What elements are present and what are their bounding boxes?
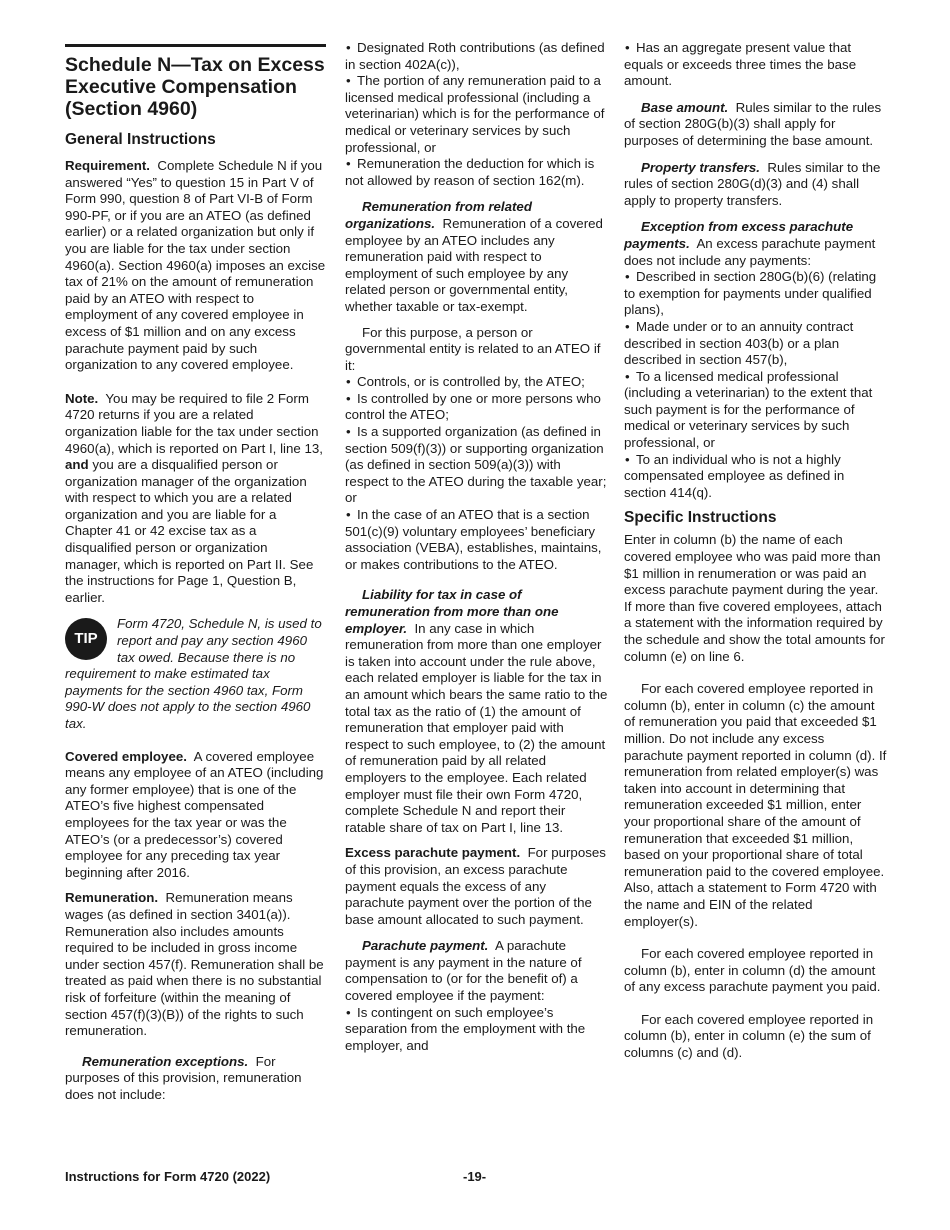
liability-paragraph: Liability for tax in case of remuneration from more than one employer. In any case in which remuneration from more than one employer is taken into account under the rule above, each related employer is liable for the tax in an amount which bears the same ratio to the total tax as the ratio of (1) the amount of remuneration that employer paid with respect to such employee, to (2) the amount of remuneration paid by all related employers to the employee. Each related employer must file their own Form 4720, complete Schedule N and report their ratable share of tax on Part I, line 13. bbox=[345, 587, 608, 835]
remuneration-paragraph: Remuneration. Remuneration means wages (as defined in section 3401(a)). Remuneration also includes amounts required to be included in gross income under section 457(f). Remuneration shall be treated as paid when there is no substantial risk of forfeiture (within the meaning of section 457(f)(3)(B)) of the rights to such remuneration. bbox=[65, 890, 324, 1039]
specific-paragraph-4: For each covered employee reported in column (b), enter in column (e) the sum of columns (c) and (d). bbox=[624, 1011, 874, 1061]
tip-text: Form 4720, Schedule N, is used to report and pay any section 4960 tax owed. Because there is no requirement to make estimated tax payments for the section 4960 tax, Form 990-W does not apply to the section 4960 tax. bbox=[65, 616, 322, 731]
footer-page-number: -19- bbox=[463, 1169, 487, 1184]
note-paragraph: Note. You may be required to file 2 Form 4720 returns if you are a related organization liable for the tax under section 4960(a), which is reported on Part I, line 13, and you are a disqualified person or organization manager of the organization with respect to which you are a related organization and you are liable for a Chapter 41 or 42 excise tax as a disqualified person or organization manager, which is reported on Part II. See the instructions for Page 1, Question B, earlier. bbox=[65, 390, 323, 605]
excess-parachute-paragraph: Excess parachute payment. For purposes of this provision, an excess parachute payment equals the excess of any parachute payment over the portion of the base amount allocated to such payment. bbox=[345, 845, 606, 927]
column-1 bbox=[65, 40, 326, 1103]
list-item: • Has an aggregate present value that equals or exceeds three times the base amount. bbox=[624, 40, 887, 90]
specific-paragraph-2: For each covered employee reported in column (b), enter in column (c) the amount of remuneration you paid that exceeded $1 million. Do not include any excess parachute payment reported in column (d). If remuneration from related employer(s) was taken into account in determining that remuneration exceeded $1 million, enter your proportional share of the amount of remuneration that exceeded $1 million, based on your proportional share of total remuneration paid to the covered employee. Also, attach a statement to Form 4720 with the name and EIN of the related employer(s). bbox=[624, 681, 887, 929]
list-item: • Made under or to an annuity contract described in section 403(b) or a plan described in section 457(b), bbox=[624, 319, 887, 369]
column-3 bbox=[624, 40, 887, 1062]
section-heading-general: General Instructions bbox=[65, 131, 216, 148]
list-item: • Designated Roth contributions (as defined in section 402A(c)), bbox=[345, 40, 608, 73]
base-amount-paragraph: Base amount. Rules similar to the rules of section 280G(b)(3) shall apply for purposes of determining the base amount. bbox=[624, 99, 882, 148]
parachute-payment-paragraph: Parachute payment. A parachute payment is any payment in the nature of compensation to (or for the benefit of) a covered employee if the payment: bbox=[345, 938, 582, 1004]
related-organizations-paragraph: Remuneration from related organizations. Remuneration of a covered employee by an ATEO includes any remuneration paid with respect to employment of such employee by any related person or governmental entity, whether taxable or tax-exempt. bbox=[345, 199, 603, 314]
related-definition-paragraph: For this purpose, a person or governmental entity is related to an ATEO if it: bbox=[345, 324, 601, 373]
list-item: • Is contingent on such employee’s separation from the employment with the employer, and bbox=[345, 1005, 608, 1055]
title-rule bbox=[65, 44, 326, 47]
page-title: Schedule N—Tax on Excess Executive Compensation (Section 4960) bbox=[65, 54, 325, 120]
requirement-paragraph: Requirement. Complete Schedule N if you answered “Yes” to question 15 in Part V of Form 990, question 8 of Part VI-B of Form 990-PF, or if you are an ATEO (as defined earlier) or a related organization but only if you are liable for the tax under section 4960(a). Section 4960(a) imposes an excise tax of 21% on the amount of remuneration paid by an ATEO with respect to employment of any covered employee in excess of $1 million and on any excess parachute payment paid by such organization to any covered employee. bbox=[65, 158, 326, 373]
list-item: • Controls, or is controlled by, the ATEO; bbox=[345, 374, 608, 391]
tip-box bbox=[65, 616, 326, 732]
column-2 bbox=[345, 40, 608, 1054]
footer-form-title: Instructions for Form 4720 (2022) bbox=[65, 1169, 271, 1184]
list-item: • Remuneration the deduction for which is not allowed by reason of section 162(m). bbox=[345, 156, 608, 189]
exception-parachute-paragraph: Exception from excess parachute payments. An excess parachute payment does not include any payments: bbox=[624, 219, 876, 268]
section-heading-specific: Specific Instructions bbox=[624, 509, 777, 527]
list-item: • The portion of any remuneration paid to a licensed medical professional (including a veterinarian) which is for the performance of medical or veterinary services by such professional, or bbox=[345, 73, 608, 156]
specific-paragraph-3: For each covered employee reported in column (b), enter in column (d) the amount of any excess parachute payment you paid. bbox=[624, 946, 881, 995]
list-item: • In the case of an ATEO that is a section 501(c)(9) voluntary employees’ beneficiary association (VEBA), establishes, maintains, or makes contributions to the ATEO. bbox=[345, 507, 608, 573]
list-item: • Is controlled by one or more persons who control the ATEO; bbox=[345, 391, 608, 424]
specific-paragraph-1: Enter in column (b) the name of each covered employee who was paid more than $1 million in renumeration or was paid an excess parachute payment during the year. If more than five covered employees, attach a statement with the information required by the schedule and show the total amounts for column (e) on line 6. bbox=[624, 532, 885, 664]
remuneration-exceptions-paragraph: Remuneration exceptions. For purposes of this provision, remuneration does not include: bbox=[65, 1053, 302, 1102]
list-item: • To a licensed medical professional (including a veterinarian) to the extent that such payment is for the performance of medical or veterinary services by such professional, or bbox=[624, 369, 887, 452]
list-item: • Is a supported organization (as defined in section 509(f)(3)) or supporting organization (as defined in section 509(a)(3)) with respect to the ATEO during the taxable year; or bbox=[345, 424, 608, 507]
property-transfers-paragraph: Property transfers. Rules similar to the rules of section 280G(d)(3) and (4) shall apply to property transfers. bbox=[624, 159, 881, 208]
list-item: • Described in section 280G(b)(6) (relating to exemption for payments under qualified plans), bbox=[624, 269, 887, 319]
list-item: • To an individual who is not a highly compensated employee as defined in section 414(q). bbox=[624, 452, 887, 502]
covered-employee-paragraph: Covered employee. A covered employee means any employee of an ATEO (including any former employee) that is one of the ATEO’s five highest compensated employees for the tax year or was the ATEO’s (or a predecessor’s) covered employee for any preceding tax year beginning after 2016. bbox=[65, 748, 324, 880]
tip-icon: TIP bbox=[65, 618, 107, 660]
